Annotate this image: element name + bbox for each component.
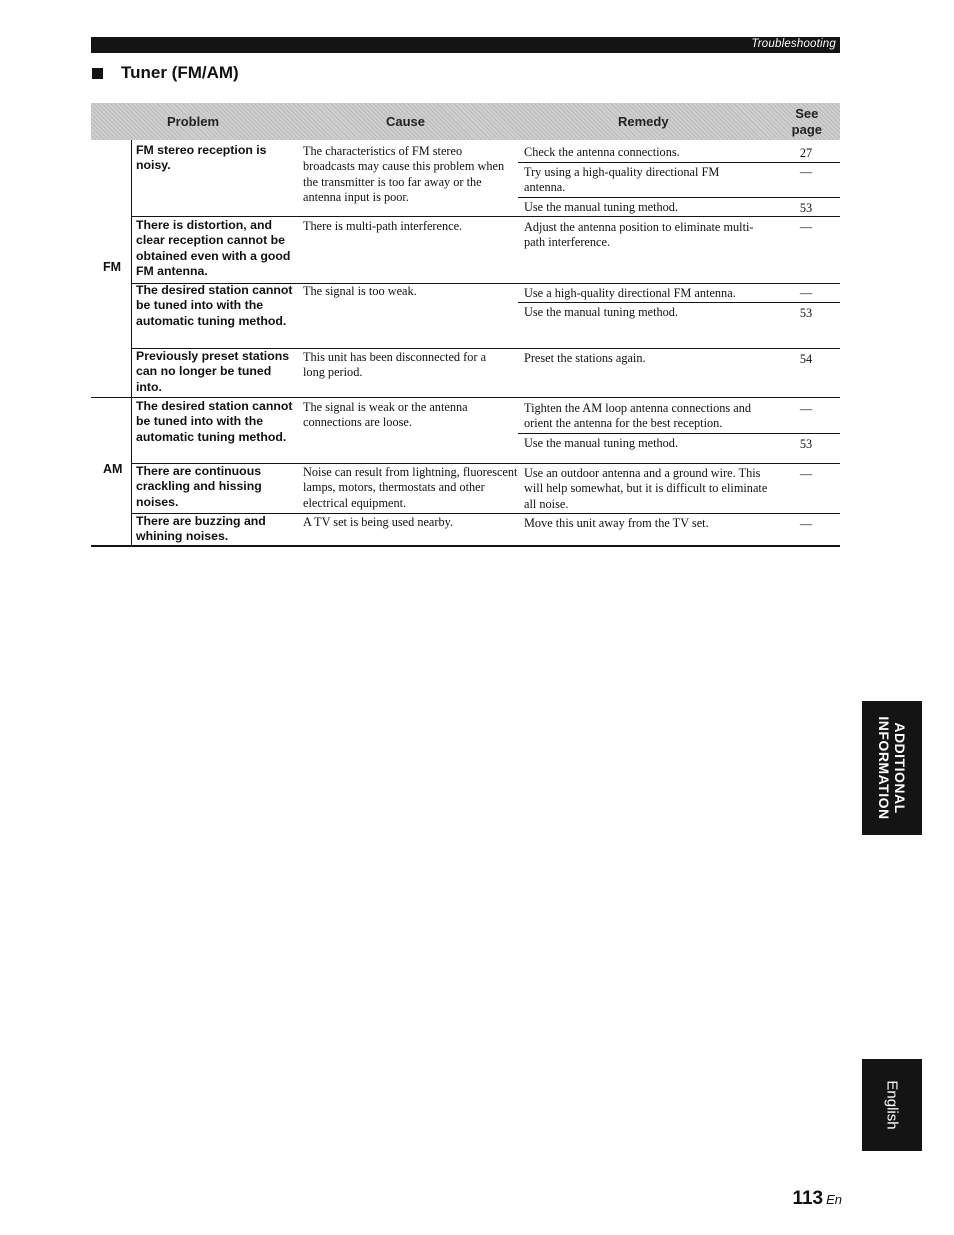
page-number — [792, 1188, 842, 1210]
bullet-square-icon — [92, 68, 103, 79]
problem-text: The desired station cannot be tuned into with the automatic tuning method. — [136, 399, 293, 444]
troubleshooting-table — [91, 140, 840, 550]
fm-am-separator — [91, 397, 840, 398]
see-page-value: 53 — [799, 201, 813, 215]
remedy-text: Use the manual tuning method. — [524, 305, 679, 319]
cause-text: A TV set is being used nearby. — [303, 515, 454, 529]
see-label: See — [795, 106, 819, 121]
problem-text: The desired station cannot be tuned into with the automatic tuning method. — [136, 283, 293, 328]
remedy-separator — [518, 302, 840, 303]
header-bar — [91, 37, 840, 53]
col-header-cause: Cause — [386, 114, 426, 129]
see-page-value: — — [799, 402, 813, 416]
side-tab-language — [862, 1059, 922, 1151]
running-header-label: Troubleshooting — [751, 38, 836, 50]
col-header-see-page — [792, 106, 822, 138]
problem-text: There are buzzing and whining noises. — [136, 514, 266, 544]
see-page-value: — — [799, 286, 813, 300]
cause-text: The signal is weak or the antenna connections are loose. — [303, 400, 468, 430]
remedy-text: Check the antenna connections. — [524, 145, 680, 159]
cause-text: The characteristics of FM stereo broadcasts may cause this problem when the transmitter is too far away or the antenna input is poor. — [303, 144, 505, 204]
remedy-text: Use the manual tuning method. — [524, 200, 679, 214]
side-tab-line: ADDITIONAL — [892, 722, 908, 814]
side-tab-line: INFORMATION — [876, 716, 892, 820]
category-divider-fm — [131, 140, 132, 397]
remedy-separator — [518, 433, 840, 434]
cause-text: There is multi-path interference. — [303, 219, 463, 233]
remedy-text: Try using a high-quality directional FM antenna. — [524, 165, 720, 195]
see-page-value: — — [799, 220, 813, 234]
remedy-text: Adjust the antenna position to eliminate multi-path interference. — [524, 220, 754, 250]
remedy-text: Use an outdoor antenna and a ground wire. This will help somewhat, but it is difficult to eliminate all noise. — [524, 466, 768, 511]
col-header-problem: Problem — [167, 114, 220, 129]
page-label: page — [791, 122, 822, 137]
side-tab-additional-information — [862, 701, 922, 835]
remedy-text: Use a high-quality directional FM antenna. — [524, 286, 736, 300]
remedy-text: Preset the stations again. — [524, 351, 646, 365]
remedy-separator — [518, 197, 840, 198]
table-bottom-rule — [91, 545, 840, 547]
remedy-text: Tighten the AM loop antenna connections and orient the antenna for the best reception. — [524, 401, 752, 431]
remedy-text: Use the manual tuning method. — [524, 436, 679, 450]
see-page-value: — — [799, 467, 813, 481]
remedy-text: Move this unit away from the TV set. — [524, 516, 709, 530]
cause-text: The signal is too weak. — [303, 284, 417, 298]
row-separator — [132, 216, 840, 217]
problem-text: Previously preset stations can no longer be tuned into. — [136, 349, 290, 394]
cause-text: This unit has been disconnected for a long period. — [303, 350, 487, 380]
side-tab-language-label: English — [883, 1080, 901, 1130]
remedy-separator — [518, 162, 840, 163]
page-number-value: 113 — [792, 1188, 824, 1209]
col-header-remedy: Remedy — [618, 114, 669, 129]
see-page-value: 53 — [799, 306, 813, 320]
side-tab-text — [876, 716, 908, 819]
category-am: AM — [103, 462, 123, 476]
problem-text: There are continuous crackling and hissing noises. — [136, 464, 262, 509]
see-page-value: — — [799, 517, 813, 531]
category-fm: FM — [103, 260, 122, 274]
cause-text: Noise can result from lightning, fluorescent lamps, motors, thermostats and other electrical equipment. — [303, 465, 518, 510]
section-heading — [92, 63, 239, 83]
page-lang-code: En — [826, 1192, 842, 1207]
see-page-value: 53 — [799, 437, 813, 451]
category-divider-am — [131, 397, 132, 545]
see-page-value: 54 — [799, 352, 813, 366]
problem-text: There is distortion, and clear reception cannot be obtained even with a good FM antenna. — [136, 218, 291, 278]
see-page-value: 27 — [799, 146, 813, 160]
table-header — [91, 103, 840, 140]
problem-text: FM stereo reception is noisy. — [136, 143, 267, 173]
section-title: Tuner (FM/AM) — [121, 63, 239, 82]
see-page-value: — — [799, 165, 813, 179]
